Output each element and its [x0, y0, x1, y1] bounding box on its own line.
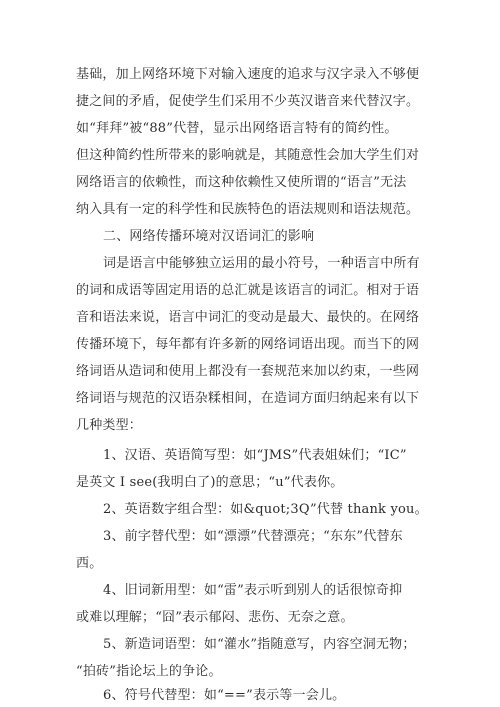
list-item: 4、旧词新用型：如“雷”表示听到别人的话很惊奇抑: [103, 583, 403, 598]
text-line: 或难以理解；“囧”表示郁闷、悲伤、无奈之意。: [76, 610, 354, 625]
text-line: 基础，加上网络环境下对输入速度的追求与汉字录入不够便: [76, 67, 420, 82]
text-line: 几种类型：: [76, 418, 143, 433]
text-line: 纳入具有一定的科学性和民族特色的语法规则和语法规范。: [76, 202, 420, 217]
text-line: 但这种简约性所带来的影响就是，其随意性会加大学生们对: [76, 148, 420, 163]
text-line: 传播环境下，每年都有许多新的网络词语出现。而当下的网: [76, 337, 420, 352]
text-line: 络词语从造词和使用上都没有一套规范来加以约束，一些网: [76, 364, 420, 379]
text-line: 词是语言中能够独立运用的最小符号，一种语言中所有: [103, 256, 420, 271]
text-line: 音和语法来说，语言中词汇的变动是最大、最快的。在网络: [76, 310, 420, 325]
text-line: 如“拜拜”被“88”代替，显示出网络语言特有的简约性。: [76, 121, 398, 136]
list-item: 5、新造词语型：如“灌水”指随意写，内容空洞无物；: [103, 637, 416, 652]
list-item: 2、英语数字组合型：如&quot;3Q”代替 thank you。: [103, 502, 428, 517]
list-item: 3、前字替代型：如“漂漂”代替漂亮；“东东”代替东: [103, 529, 403, 544]
list-item: 1、汉语、英语简写型：如“JMS”代表姐妹们；“IC”: [103, 448, 407, 463]
text-line: 络词语与规范的汉语杂糅相间，在造词方面归纳起来有以下: [76, 391, 420, 406]
text-line: “拍砖”指论坛上的争论。: [76, 664, 222, 679]
section-heading: 二、网络传播环境对汉语词汇的影响: [103, 229, 315, 244]
text-line: 网络语言的依赖性，而这种依赖性又使所谓的“语言”无法: [76, 175, 407, 190]
text-line: 是英文 I see(我明白了)的意思；“u”代表你。: [76, 475, 344, 490]
list-item: 6、符号代替型：如“==”表示等一会儿。: [103, 688, 346, 703]
text-line: 西。: [76, 556, 103, 571]
text-line: 的词和成语等固定用语的总汇就是该语言的词汇。相对于语: [76, 283, 420, 298]
text-line: 捷之间的矛盾，促使学生们采用不少英汉谐音来代替汉字。: [76, 94, 420, 109]
